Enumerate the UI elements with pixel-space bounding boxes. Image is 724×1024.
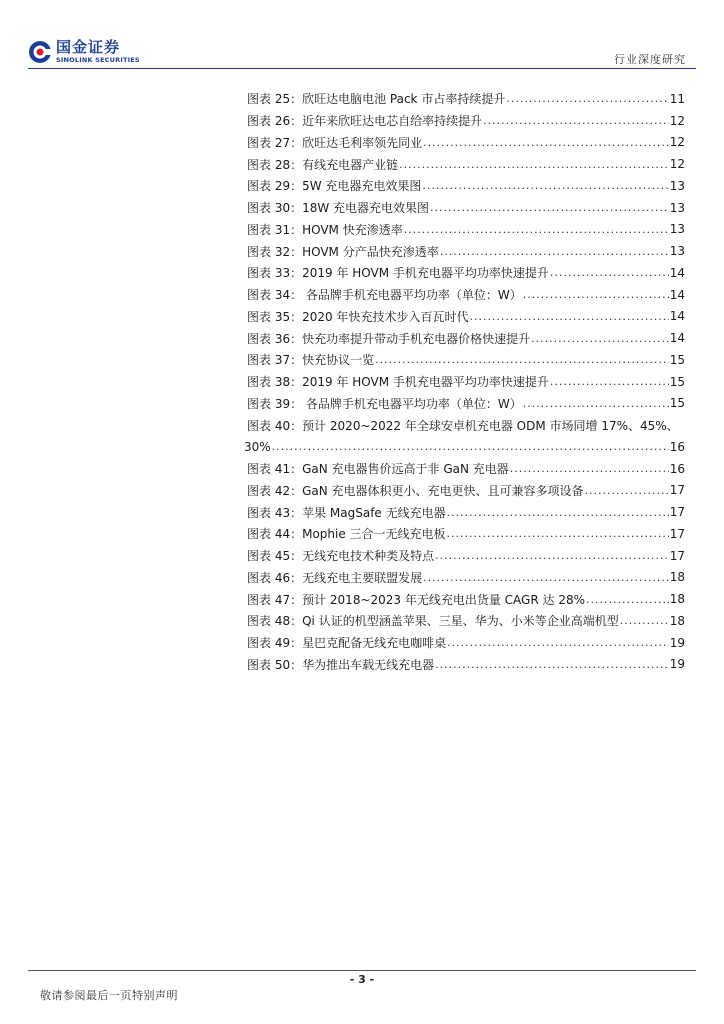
logo-chinese-name: 国金证券 xyxy=(56,38,121,57)
toc-dot-leader xyxy=(447,506,669,519)
toc-figure-label: 图表 48： xyxy=(247,614,303,629)
toc-figure-label: 图表 32： xyxy=(247,244,303,259)
toc-entry[interactable] xyxy=(247,219,685,241)
footer-divider xyxy=(28,970,696,971)
toc-entry[interactable] xyxy=(247,654,685,676)
toc-figure-title: 快充功率提升带动手机充电器价格快速提升 xyxy=(302,331,531,346)
toc-figure-label: 图表 42： xyxy=(247,483,303,498)
toc-figure-title: Mophie 三合一无线充电板 xyxy=(302,527,446,542)
toc-figure-title: 2019 年 HOVM 手机充电器平均功率快速提升 xyxy=(302,375,549,390)
toc-figure-title: 2020 年快充技术步入百瓦时代 xyxy=(302,309,469,324)
toc-entry[interactable] xyxy=(247,458,685,480)
toc-figure-label: 图表 34： xyxy=(247,288,303,303)
toc-figure-label: 图表 35： xyxy=(247,309,303,324)
toc-figure-label: 图表 44： xyxy=(247,527,303,542)
toc-figure-title: 各品牌手机充电器平均功率（单位：W） xyxy=(302,396,522,411)
report-type: 行业深度研究 xyxy=(614,53,686,66)
toc-page-number: 12 xyxy=(669,157,685,172)
toc-entry[interactable] xyxy=(247,240,685,262)
toc-dot-leader xyxy=(550,375,669,388)
toc-entry[interactable] xyxy=(247,501,685,523)
toc-figure-label: 图表 39： xyxy=(247,396,303,411)
toc-dot-leader xyxy=(506,92,668,105)
toc-figure-label: 图表 46： xyxy=(247,570,303,585)
toc-figure-title: 预计 2020~2022 年全球安卓机充电器 ODM 市场同增 17%、45%、 xyxy=(302,418,679,433)
toc-page-number: 19 xyxy=(669,635,685,650)
toc-figure-label: 图表 47： xyxy=(247,592,303,607)
toc-entry[interactable] xyxy=(247,349,685,371)
toc-page-number: 18 xyxy=(669,592,685,607)
toc-figure-title: 欣旺达毛利率领先同业 xyxy=(302,135,423,150)
toc-entry[interactable] xyxy=(247,284,685,306)
toc-figure-title: 5W 充电器充电效果图 xyxy=(302,179,422,194)
toc-figure-title-continued: 30% xyxy=(244,439,271,454)
toc-dot-leader xyxy=(620,614,669,627)
toc-entry[interactable] xyxy=(247,393,685,415)
toc-entry[interactable] xyxy=(247,588,685,610)
toc-figure-title: 快充协议一览 xyxy=(302,353,375,368)
toc-figure-label: 图表 38： xyxy=(247,375,303,390)
toc-figure-title: 星巴克配备无线充电咖啡桌 xyxy=(302,636,447,651)
toc-entry[interactable] xyxy=(247,610,685,632)
company-logo xyxy=(28,40,140,64)
toc-figure-title: 有线充电器产业链 xyxy=(302,157,399,172)
toc-figure-label: 图表 28： xyxy=(247,157,303,172)
toc-dot-leader xyxy=(430,201,669,214)
toc-dot-leader xyxy=(510,462,669,475)
toc-figure-title: 18W 充电器充电效果图 xyxy=(302,201,430,216)
toc-dot-leader xyxy=(469,310,668,323)
toc-entry[interactable] xyxy=(247,306,685,328)
toc-figure-label: 图表 40： xyxy=(247,418,303,433)
toc-entry[interactable] xyxy=(247,175,685,197)
toc-figure-title: Qi 认证的机型涵盖苹果、三星、华为、小米等企业高端机型 xyxy=(302,614,619,629)
toc-entry[interactable] xyxy=(247,371,685,393)
toc-figure-title: 华为推出车载无线充电器 xyxy=(302,657,435,672)
toc-page-number: 18 xyxy=(669,613,685,628)
toc-figure-label: 图表 43： xyxy=(247,505,303,520)
toc-page-number: 16 xyxy=(669,439,685,454)
toc-figure-title: 各品牌手机充电器平均功率（单位：W） xyxy=(302,288,522,303)
toc-dot-leader xyxy=(399,158,669,171)
toc-dot-leader xyxy=(423,136,669,149)
sinolink-logo-icon xyxy=(28,40,52,64)
toc-figure-label: 图表 33： xyxy=(247,266,303,281)
toc-page-number: 16 xyxy=(669,461,685,476)
toc-dot-leader xyxy=(422,179,668,192)
toc-entry[interactable] xyxy=(247,480,685,502)
toc-entry[interactable] xyxy=(247,567,685,589)
toc-figure-title: 无线充电技术种类及特点 xyxy=(302,549,435,564)
toc-page-number: 11 xyxy=(669,91,685,106)
toc-dot-leader xyxy=(272,440,669,453)
toc-entry[interactable] xyxy=(247,632,685,654)
toc-page-number: 12 xyxy=(669,135,685,150)
toc-page-number: 15 xyxy=(669,352,685,367)
toc-page-number: 15 xyxy=(669,396,685,411)
toc-figure-label: 图表 36： xyxy=(247,331,303,346)
toc-page-number: 13 xyxy=(669,244,685,259)
toc-entry[interactable] xyxy=(247,88,685,110)
toc-entry[interactable] xyxy=(247,545,685,567)
toc-figure-title: HOVM 快充渗透率 xyxy=(302,222,403,237)
toc-page-number: 17 xyxy=(669,505,685,520)
toc-figure-title: GaN 充电器售价远高于非 GaN 充电器 xyxy=(302,462,509,477)
toc-dot-leader xyxy=(585,484,669,497)
toc-dot-leader xyxy=(550,266,669,279)
toc-dot-leader xyxy=(423,571,669,584)
toc-dot-leader xyxy=(586,593,669,606)
toc-dot-leader xyxy=(447,636,669,649)
toc-dot-leader xyxy=(523,288,669,301)
toc-figure-title: 苹果 MagSafe 无线充电器 xyxy=(302,505,446,520)
toc-page-number: 17 xyxy=(669,483,685,498)
toc-entry[interactable] xyxy=(247,327,685,349)
toc-figure-label: 图表 41： xyxy=(247,462,303,477)
toc-figure-label: 图表 45： xyxy=(247,549,303,564)
toc-figure-label: 图表 31： xyxy=(247,222,303,237)
toc-page-number: 17 xyxy=(669,548,685,563)
disclaimer-text: 敬请参阅最后一页特别声明 xyxy=(40,989,178,1002)
toc-figure-label: 图表 25： xyxy=(247,92,303,107)
toc-entry[interactable] xyxy=(247,414,685,436)
logo-english-name: SINOLINK SECURITIES xyxy=(56,56,140,65)
toc-dot-leader xyxy=(523,397,669,410)
toc-figure-title: HOVM 分产品快充渗透率 xyxy=(302,244,439,259)
toc-entry[interactable] xyxy=(247,153,685,175)
toc-page-number: 14 xyxy=(669,287,685,302)
toc-dot-leader xyxy=(375,353,669,366)
toc-figure-label: 图表 49： xyxy=(247,636,303,651)
page-number: - 3 - xyxy=(349,973,375,986)
toc-entry[interactable] xyxy=(247,132,685,154)
toc-dot-leader xyxy=(435,549,669,562)
toc-figure-label: 图表 27： xyxy=(247,135,303,150)
toc-entry[interactable] xyxy=(247,110,685,132)
toc-page-number: 13 xyxy=(669,222,685,237)
toc-figure-label: 图表 29： xyxy=(247,179,303,194)
figure-table-of-contents xyxy=(244,88,685,675)
toc-figure-title: 预计 2018~2023 年无线充电出货量 CAGR 达 28% xyxy=(302,592,585,607)
toc-figure-label: 图表 30： xyxy=(247,201,303,216)
toc-page-number: 14 xyxy=(669,331,685,346)
toc-dot-leader xyxy=(531,332,669,345)
toc-figure-label: 图表 37： xyxy=(247,353,303,368)
toc-figure-title: GaN 充电器体积更小、充电更快、且可兼容多项设备 xyxy=(302,483,584,498)
toc-page-number: 18 xyxy=(669,570,685,585)
toc-figure-title: 无线充电主要联盟发展 xyxy=(302,570,423,585)
toc-page-number: 12 xyxy=(669,113,685,128)
toc-page-number: 15 xyxy=(669,374,685,389)
toc-dot-leader xyxy=(435,658,669,671)
toc-dot-leader xyxy=(447,527,669,540)
toc-dot-leader xyxy=(440,245,669,258)
toc-figure-label: 图表 50： xyxy=(247,657,303,672)
toc-figure-title: 2019 年 HOVM 手机充电器平均功率快速提升 xyxy=(302,266,549,281)
toc-entry[interactable] xyxy=(247,523,685,545)
toc-dot-leader xyxy=(404,223,669,236)
toc-page-number: 13 xyxy=(669,178,685,193)
toc-page-number: 17 xyxy=(669,526,685,541)
toc-entry[interactable] xyxy=(247,197,685,219)
toc-entry[interactable] xyxy=(247,262,685,284)
toc-figure-title: 欣旺达电脑电池 Pack 市占率持续提升 xyxy=(302,92,506,107)
toc-page-number: 19 xyxy=(669,657,685,672)
toc-figure-title: 近年来欣旺达电芯自给率持续提升 xyxy=(302,114,483,129)
toc-dot-leader xyxy=(483,114,669,127)
header-divider xyxy=(28,68,696,69)
toc-page-number: 14 xyxy=(669,265,685,280)
toc-page-number: 14 xyxy=(669,309,685,324)
toc-page-number: 13 xyxy=(669,200,685,215)
toc-figure-label: 图表 26： xyxy=(247,114,303,129)
toc-entry-continuation[interactable] xyxy=(244,436,685,458)
